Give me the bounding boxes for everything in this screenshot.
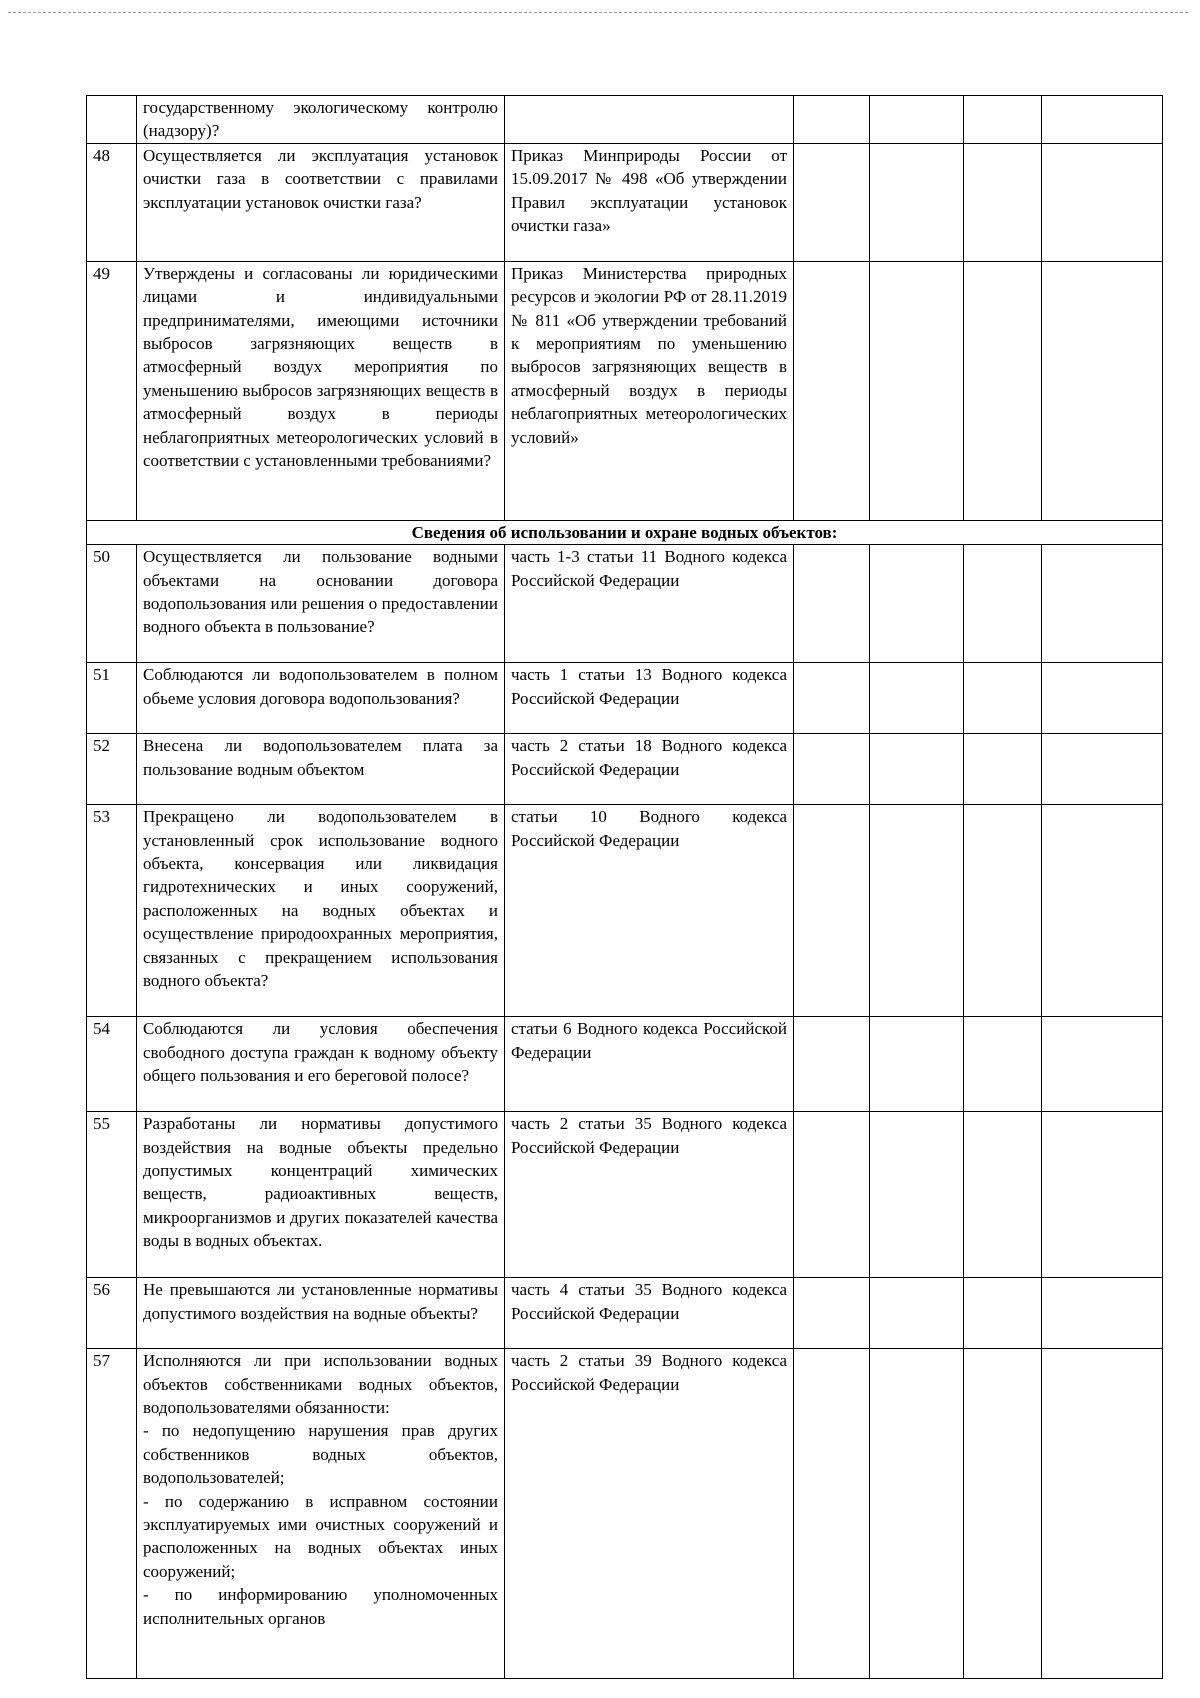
requirement-text: Соблюдаются ли условия обеспечения свободного доступа граждан к водному объекту общего пользования и его береговой полосе? — [137, 1017, 505, 1112]
empty-cell — [964, 261, 1042, 520]
empty-cell — [964, 96, 1042, 144]
scan-border-line — [8, 12, 1188, 13]
empty-cell — [1042, 261, 1163, 520]
empty-cell — [1042, 96, 1163, 144]
empty-cell — [870, 545, 964, 663]
empty-cell — [1042, 1112, 1163, 1278]
table-row — [87, 96, 1163, 144]
empty-cell — [794, 1017, 870, 1112]
row-number: 55 — [87, 1112, 137, 1278]
row-number: 53 — [87, 805, 137, 1017]
legal-reference: часть 2 статьи 39 Водного кодекса Российской Федерации — [505, 1349, 794, 1679]
row-number: 51 — [87, 663, 137, 734]
table-row — [87, 734, 1163, 805]
empty-cell — [794, 96, 870, 144]
empty-cell — [870, 1112, 964, 1278]
legal-reference: статьи 6 Водного кодекса Российской Федерации — [505, 1017, 794, 1112]
empty-cell — [964, 1278, 1042, 1349]
empty-cell — [794, 805, 870, 1017]
table-row — [87, 261, 1163, 520]
empty-cell — [870, 734, 964, 805]
checklist-table — [86, 95, 1163, 1679]
table-row — [87, 663, 1163, 734]
empty-cell — [870, 1017, 964, 1112]
empty-cell — [1042, 734, 1163, 805]
empty-cell — [794, 261, 870, 520]
empty-cell — [794, 1278, 870, 1349]
row-number: 57 — [87, 1349, 137, 1679]
table-row — [87, 1017, 1163, 1112]
empty-cell — [870, 663, 964, 734]
row-number: 54 — [87, 1017, 137, 1112]
requirement-text: Осуществляется ли пользование водными объектами на основании договора водопользования или решения о предоставлении водного объекта в пользование? — [137, 545, 505, 663]
empty-cell — [1042, 1017, 1163, 1112]
empty-cell — [964, 1112, 1042, 1278]
row-number: 56 — [87, 1278, 137, 1349]
legal-reference: часть 1 статьи 13 Водного кодекса Российской Федерации — [505, 663, 794, 734]
empty-cell — [794, 143, 870, 261]
section-title: Сведения об использовании и охране водных объектов: — [87, 520, 1163, 544]
empty-cell — [794, 1112, 870, 1278]
legal-reference: часть 4 статьи 35 Водного кодекса Российской Федерации — [505, 1278, 794, 1349]
row-number: 50 — [87, 545, 137, 663]
table-row — [87, 805, 1163, 1017]
empty-cell — [794, 663, 870, 734]
empty-cell — [1042, 663, 1163, 734]
requirement-text: Утверждены и согласованы ли юридическими лицами и индивидуальными предпринимателями, имеющими источники выбросов загрязняющих веществ в атмосферный воздух мероприятия по уменьшению выбросов загрязняющих веществ в атмосферный воздух в периоды неблагоприятных метеорологических условий в соответствии с установленными требованиями? — [137, 261, 505, 520]
empty-cell — [794, 1349, 870, 1679]
requirement-text: Внесена ли водопользователем плата за пользование водным объектом — [137, 734, 505, 805]
empty-cell — [870, 1349, 964, 1679]
table-row — [87, 1278, 1163, 1349]
row-number: 49 — [87, 261, 137, 520]
empty-cell — [964, 143, 1042, 261]
empty-cell — [964, 734, 1042, 805]
table-row — [87, 1349, 1163, 1679]
requirement-text: Не превышаются ли установленные нормативы допустимого воздействия на водные объекты? — [137, 1278, 505, 1349]
empty-cell — [1042, 805, 1163, 1017]
legal-reference — [505, 96, 794, 144]
empty-cell — [964, 545, 1042, 663]
empty-cell — [964, 1017, 1042, 1112]
row-number — [87, 96, 137, 144]
empty-cell — [1042, 1349, 1163, 1679]
legal-reference: Приказ Министерства природных ресурсов и экологии РФ от 28.11.2019 № 811 «Об утверждении требований к мероприятиям по уменьшению выбросов загрязняющих веществ в атмосферный воздух в периоды неблагоприятных метеорологических условий» — [505, 261, 794, 520]
legal-reference: Приказ Минприроды России от 15.09.2017 № 498 «Об утверждении Правил эксплуатации установок очистки газа» — [505, 143, 794, 261]
empty-cell — [870, 1278, 964, 1349]
empty-cell — [794, 734, 870, 805]
legal-reference: часть 2 статьи 18 Водного кодекса Российской Федерации — [505, 734, 794, 805]
requirement-text: Соблюдаются ли водопользователем в полном обьеме условия договора водопользования? — [137, 663, 505, 734]
empty-cell — [870, 96, 964, 144]
empty-cell — [1042, 545, 1163, 663]
empty-cell — [870, 143, 964, 261]
table-row — [87, 143, 1163, 261]
table-row — [87, 545, 1163, 663]
row-number: 48 — [87, 143, 137, 261]
legal-reference: часть 1-3 статьи 11 Водного кодекса Российской Федерации — [505, 545, 794, 663]
empty-cell — [964, 663, 1042, 734]
empty-cell — [964, 1349, 1042, 1679]
table-row — [87, 1112, 1163, 1278]
empty-cell — [1042, 143, 1163, 261]
requirement-text: Осуществляется ли эксплуатация установок очистки газа в соответствии с правилами эксплуатации установок очистки газа? — [137, 143, 505, 261]
row-number: 52 — [87, 734, 137, 805]
requirement-text: Исполняются ли при использовании водных объектов собственниками водных объектов, водопользователями обязанности: - по недопущению нарушения прав других собственников водных объектов, водопользователей; - по содержанию в исправном состоянии эксплуатируемых ими очистных сооружений и расположенных на водных объектах иных сооружений; - по информированию уполномоченных исполнительных органов — [137, 1349, 505, 1679]
legal-reference: часть 2 статьи 35 Водного кодекса Российской Федерации — [505, 1112, 794, 1278]
requirement-text: государственному экологическому контролю (надзору)? — [137, 96, 505, 144]
requirement-text: Прекращено ли водопользователем в установленный срок использование водного объекта, консервация или ликвидация гидротехнических и иных сооружений, расположенных на водных объектах и осуществление природоохранных мероприятия, связанных с прекращением использования водного объекта? — [137, 805, 505, 1017]
empty-cell — [794, 545, 870, 663]
empty-cell — [870, 805, 964, 1017]
section-header-row — [87, 520, 1163, 544]
legal-reference: статьи 10 Водного кодекса Российской Федерации — [505, 805, 794, 1017]
empty-cell — [964, 805, 1042, 1017]
empty-cell — [1042, 1278, 1163, 1349]
requirement-text: Разработаны ли нормативы допустимого воздействия на водные объекты предельно допустимых концентраций химических веществ, радиоактивных веществ, микроорганизмов и других показателей качества воды в водных объектах. — [137, 1112, 505, 1278]
empty-cell — [870, 261, 964, 520]
